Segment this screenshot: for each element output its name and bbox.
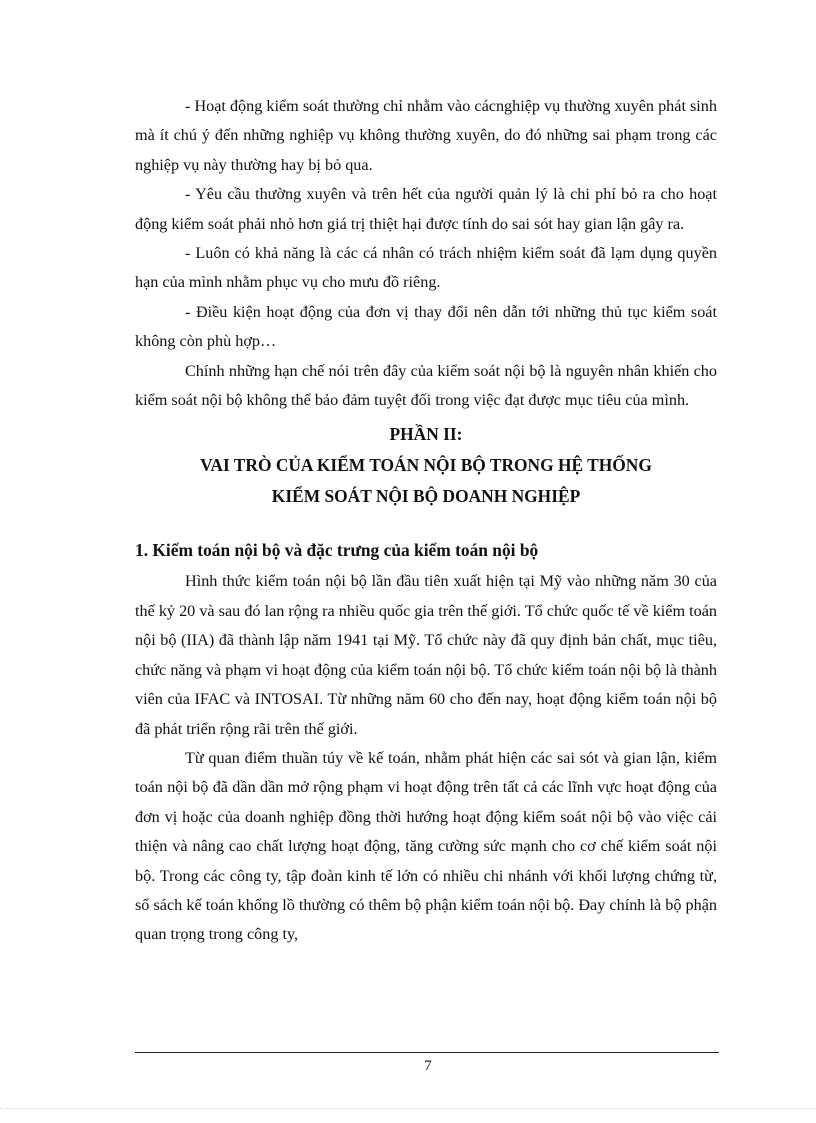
paragraph-limit-2: - Yêu cầu thường xuyên và trên hết của người quản lý là chi phí bỏ ra cho hoạt động kiểm soát phải nhỏ hơn giá trị thiệt hại được tính do sai sót hay gian lận gây ra. (135, 185, 717, 233)
page-border-dotted (0, 1108, 816, 1109)
footer-divider (135, 1052, 719, 1053)
paragraph-conclusion: Chính những hạn chế nói trên đây của kiểm soát nội bộ là nguyên nhân khiến cho kiểm soát nội bộ không thể bảo đảm tuyệt đối trong việc đạt được mục tiêu của mình. (135, 361, 717, 410)
paragraph-limit-3: - Luôn có khả năng là các cá nhân có trách nhiệm kiểm soát đã lạm dụng quyền hạn của mình nhằm phục vụ cho mưu đồ riêng. (135, 244, 717, 292)
part-heading: PHẦN II: (389, 424, 463, 445)
page-number: 7 (424, 1058, 432, 1074)
part-title-line-1: VAI TRÒ CỦA KIỂM TOÁN NỘI BỘ TRONG HỆ THỐNG (200, 455, 652, 476)
paragraph-limit-4: - Điều kiện hoạt động của đơn vị thay đổi nên dẫn tới những thủ tục kiểm soát không còn phù hợp… (135, 302, 717, 351)
section-title: 1. Kiểm toán nội bộ và đặc trưng của kiểm toán nội bộ (135, 540, 539, 561)
part-title-line-2: KIỂM SOÁT NỘI BỘ DOANH NGHIỆP (271, 486, 581, 507)
paragraph-limit-1: - Hoạt động kiểm soát thường chỉ nhằm vào cácnghiệp vụ thường xuyên phát sinh mà ít chú ý đến những nghiệp vụ không thường xuyên, do đó những sai phạm trong các nghiệp vụ này thường hay bị bỏ qua. (135, 97, 717, 174)
paragraph-section-1: Hình thức kiểm toán nội bộ lần đầu tiên xuất hiện tại Mỹ vào những năm 30 của thế kỷ 20 và sau đó lan rộng ra nhiều quốc gia trên thế giới. Tổ chức quốc tế về kiểm toán nội bộ (IIA) đã thành lập năm 1941 tại Mỹ. Tổ chức này đã quy định bản chất, mục tiêu, chức năng và phạm vi hoạt động của kiểm toán nội bộ. Tổ chức kiểm toán nội bộ là thành viên của IFAC và INTOSAI. Từ những năm 60 cho đến nay, hoạt động kiểm toán nội bộ đã phát triển rộng rãi trên thế giới. (135, 572, 717, 738)
page-body (135, 92, 717, 950)
paragraph-section-2: Từ quan điểm thuần túy về kế toán, nhằm phát hiện các sai sót và gian lận, kiểm toán nội bộ đã dần dần mở rộng phạm vi hoạt động trên tất cả các lĩnh vực hoạt động của đơn vị hoặc của doanh nghiệp đồng thời hướng hoạt động kiểm soát nội bộ vào việc cải thiện và nâng cao chất lượng hoạt động, tăng cường sức mạnh cho cơ chế kiểm soát nội bộ. Trong các công ty, tập đoàn kinh tế lớn có nhiều chi nhánh với khối lượng chứng từ, sổ sách kế toán khổng lồ thường có thêm bộ phận kiểm toán nội bộ. Đay chính là bộ phận quan trọng trong công ty, (135, 748, 717, 944)
